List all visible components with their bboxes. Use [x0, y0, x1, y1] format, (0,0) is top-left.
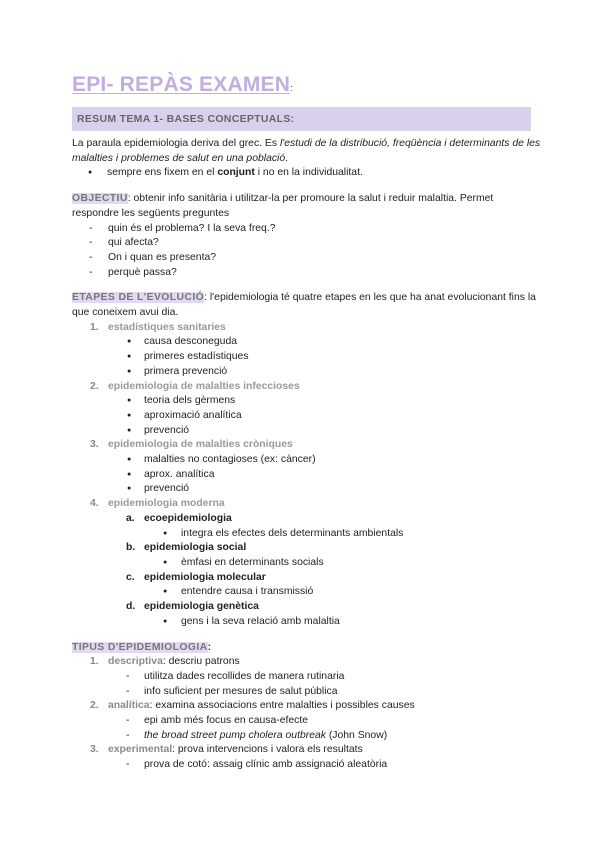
list-item: - perquè passa? — [72, 266, 542, 281]
intro-bullets — [72, 166, 542, 181]
list-item: ● causa desconeguda — [72, 335, 542, 350]
substage-letter: c. — [126, 571, 135, 583]
objectiu-text: : obtenir info sanitària i utilitzar-la per promoure la salut i reduir malaltia. Permet respondre les següents preguntes — [72, 193, 494, 219]
questions-list — [72, 222, 542, 281]
spacer — [72, 181, 542, 192]
tipus-desc: : prova intervencions i valora els resultats — [172, 744, 363, 756]
tipus-item — [72, 655, 542, 670]
intro-period: . — [285, 152, 289, 164]
tipus-name: descriptiva — [108, 656, 163, 668]
stage-item — [72, 438, 542, 453]
list-item: ● primeres estadístiques — [72, 350, 542, 365]
intro-text: La paraula epidemiologia deriva del grec. Es — [72, 138, 280, 149]
intro-definition: l'estudi de la distribució, freqüència i determinants de les malalties i problemes de salut en una població — [72, 138, 541, 164]
tipus-number: 2. — [90, 700, 99, 712]
intro-paragraph — [72, 137, 542, 166]
tipus-label: TIPUS D'EPIDEMIOLOGIA — [72, 641, 208, 653]
tipus-item — [72, 743, 542, 758]
substage-item — [72, 512, 542, 527]
tipus-number: 3. — [90, 744, 99, 756]
list-item — [72, 729, 542, 744]
title-colon: : — [290, 83, 293, 93]
document-page — [72, 70, 542, 773]
document-title: EPI- REPÀS EXAMEN — [72, 73, 291, 96]
tipus-list — [72, 655, 542, 773]
list-item: - utilitza dades recollides de manera rutinaria — [72, 670, 542, 685]
tipus-desc: : descriu patrons — [162, 656, 240, 668]
substage-name: ecoepidemiologia — [144, 512, 232, 524]
list-item: - On i quan es presenta? — [72, 251, 542, 266]
section-header: RESUM TEMA 1- BASES CONCEPTUALS: — [72, 107, 531, 131]
spacer — [72, 630, 542, 641]
spacer — [72, 280, 542, 291]
stage-number: 2. — [90, 380, 99, 392]
substage-item — [72, 600, 542, 615]
stages-list — [72, 321, 542, 630]
tipus-desc: : examina associacions entre malalties i possibles causes — [149, 700, 415, 712]
etapes-label: ETAPES DE L'EVOLUCIÓ — [72, 292, 205, 304]
tipus-paragraph — [72, 641, 542, 656]
etapes-paragraph — [72, 291, 542, 320]
substage-name: epidemiologia molecular — [144, 571, 266, 583]
example-author: (John Snow) — [325, 729, 388, 741]
bullet-text-end: i no en la individualitat. — [254, 167, 363, 179]
stage-number: 1. — [90, 321, 99, 333]
substage-item — [72, 541, 542, 556]
substage-letter: a. — [126, 512, 135, 524]
tipus-item — [72, 699, 542, 714]
list-item: - prova de cotó: assaig clínic amb assignació aleatòria — [72, 758, 542, 773]
list-item: ● integra els efectes dels determinants ambientals — [72, 527, 542, 542]
substage-name: epidemiologia genètica — [144, 601, 259, 613]
substage-name: epidemiologia social — [144, 542, 247, 554]
list-item: ● prevenció — [72, 482, 542, 497]
objectiu-paragraph — [72, 192, 542, 221]
substage-letter: b. — [126, 542, 136, 554]
tipus-colon: : — [207, 641, 212, 653]
list-item: ● entendre causa i transmissió — [72, 585, 542, 600]
stage-name: estadístiques sanitaries — [108, 321, 226, 333]
objectiu-label: OBJECTIU — [72, 193, 128, 205]
stage-item — [72, 497, 542, 512]
stage-name: epidemiologia moderna — [108, 498, 225, 510]
list-item: - info suficient per mesures de salut pública — [72, 685, 542, 700]
list-item: - qui afecta? — [72, 236, 542, 251]
bullet-text: sempre ens fixem en el — [107, 167, 218, 179]
bullet-bold: conjunt — [217, 167, 255, 179]
substage-letter: d. — [126, 601, 136, 613]
list-item: ● malalties no contagioses (ex: càncer) — [72, 453, 542, 468]
stage-name: epidemiologia de malalties infeccioses — [108, 380, 300, 392]
tipus-name: analítica — [108, 700, 150, 712]
tipus-name: experimental — [108, 744, 173, 756]
list-item: - quin és el problema? I la seva freq.? — [72, 222, 542, 237]
list-item: ● èmfasi en determinants socials — [72, 556, 542, 571]
list-item: ● aproximació analítica — [72, 409, 542, 424]
title-row — [72, 70, 542, 100]
list-item: - epi amb més focus en causa-efecte — [72, 714, 542, 729]
list-item: ● teoria dels gèrmens — [72, 394, 542, 409]
stage-number: 3. — [90, 439, 99, 451]
list-item: ● gens i la seva relació amb malaltia — [72, 615, 542, 630]
stage-item — [72, 380, 542, 395]
list-item — [72, 166, 542, 181]
italic-example: the broad street pump cholera outbreak — [144, 729, 326, 741]
stage-number: 4. — [90, 498, 99, 510]
substage-item — [72, 571, 542, 586]
list-item: ● aprox. analítica — [72, 468, 542, 483]
etapes-text: : l'epidemiologia té quatre etapes en les que ha anat evolucionant fins la que coneixem avui dia. — [72, 292, 536, 319]
list-item: ● primera prevenció — [72, 365, 542, 380]
tipus-number: 1. — [90, 656, 99, 668]
list-item: ● prevenció — [72, 424, 542, 439]
stage-item — [72, 321, 542, 336]
stage-name: epidemiologia de malalties cròniques — [108, 439, 293, 451]
